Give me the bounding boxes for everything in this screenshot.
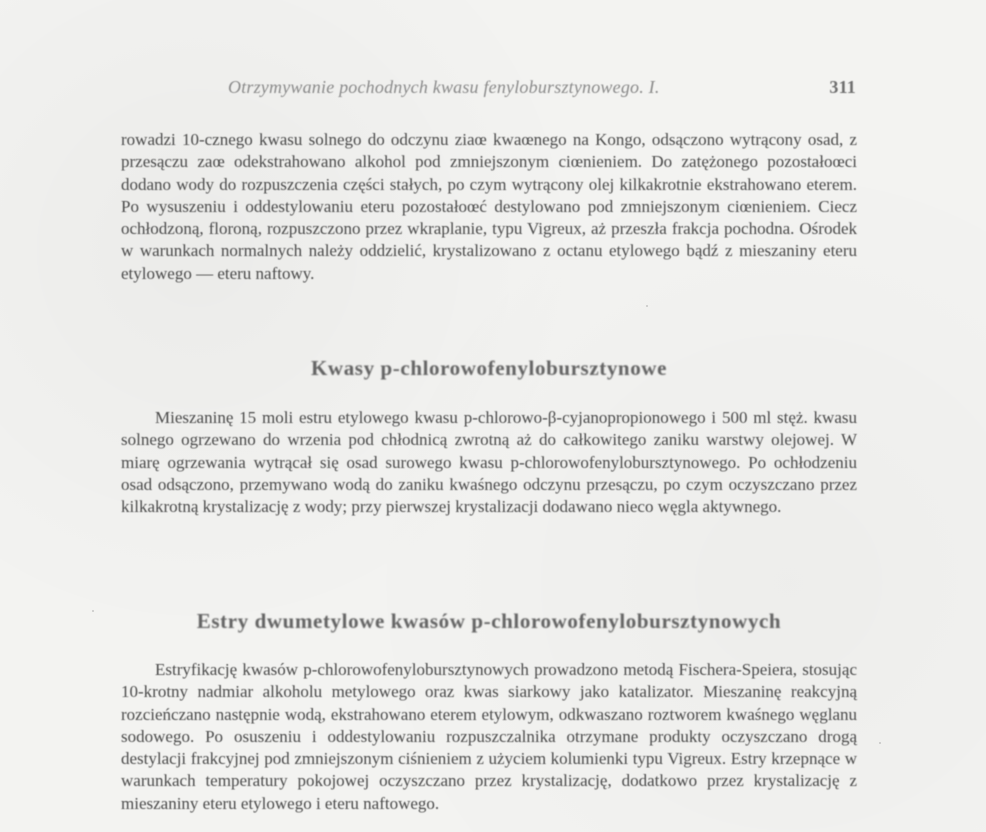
page-number: 311 — [829, 77, 856, 97]
scan-speck — [646, 305, 648, 307]
running-header — [228, 77, 856, 103]
section2-paragraph: Estryfikację kwasów p-chlorowofenylobursztynowych prowadzono metodą Fischera-Speiera, stosując 10-krotny nadmiar alkoholu metylowego oraz kwas siarkowy jako katalizator. Mieszaninę reakcyjną rozcieńczano następnie wodą, ekstrahowano eterem etylowym, odkwaszano roztworem kwaśnego węglanu sodowego. Po osuszeniu i oddestylowaniu rozpuszczalnika otrzymane produkty oczyszczano drogą destylacji frakcyjnej pod zmniejszonym ciśnieniem z użyciem kolumienki typu Vigreux. Estry krzepnące w warunkach temperatury pokojowej oczyszczano przez krystalizację, dodatkowo przez krystalizację z mieszaniny eteru etylowego i eteru naftowego. — [121, 660, 857, 813]
scan-speck — [92, 610, 94, 612]
section-heading-esters: Estry dwumetylowe kwasów p-chlorowofenylobursztynowych — [196, 609, 782, 633]
section1-paragraph: Mieszaninę 15 moli estru etylowego kwasu p-chlorowo-β-cyjanopropionowego i 500 ml stęż. kwasu solnego ogrzewano do wrzenia pod chłodnicą zwrotną aż do całkowitego zaniku warstwy olejowej. W miarę ogrzewania wytrącał się osad surowego kwasu p-chlorowofenylobursztynowego. Po ochłodzeniu osad odsączono, przemywano wodą do zaniku kwaśnego odczynu przesączu, po czym oczyszczano przez kilkakrotną krystalizację z wody; przy pierwszej krystalizacji dodawano nieco węgla aktywnego. — [121, 408, 857, 517]
running-title: Otrzymywanie pochodnych kwasu fenylobursztynowego. I. — [228, 77, 660, 97]
intro-paragraph: rowadzi 10-cznego kwasu solnego do odczynu ziaœ kwaœnego na Kongo, odsączono wytrącony osad, z przesączu zaœ odekstrahowano alkohol pod zmniejszonym ciœnieniem. Do zatężonego pozostałoœci dodano wody do rozpuszczenia części stałych, po czym wytrącony olej kilkakrotnie ekstrahowano eterem. Po wysuszeniu i oddestylowaniu eteru pozostałoœć destylowano pod zmniejszonym ciœnieniem. Ciecz ochłodzoną, floroną, rozpuszczono przez wkraplanie, typu Vigreux, aż przeszła frakcja pochodna. Ośrodek w warunkach normalnych należy oddzielić, krystalizowano z octanu etylowego bądź z mieszaniny eteru etylowego — eteru naftowy. — [121, 130, 857, 283]
section-heading-acids: Kwasy p-chlorowofenylobursztynowe — [311, 356, 667, 380]
scan-speck — [879, 742, 881, 744]
